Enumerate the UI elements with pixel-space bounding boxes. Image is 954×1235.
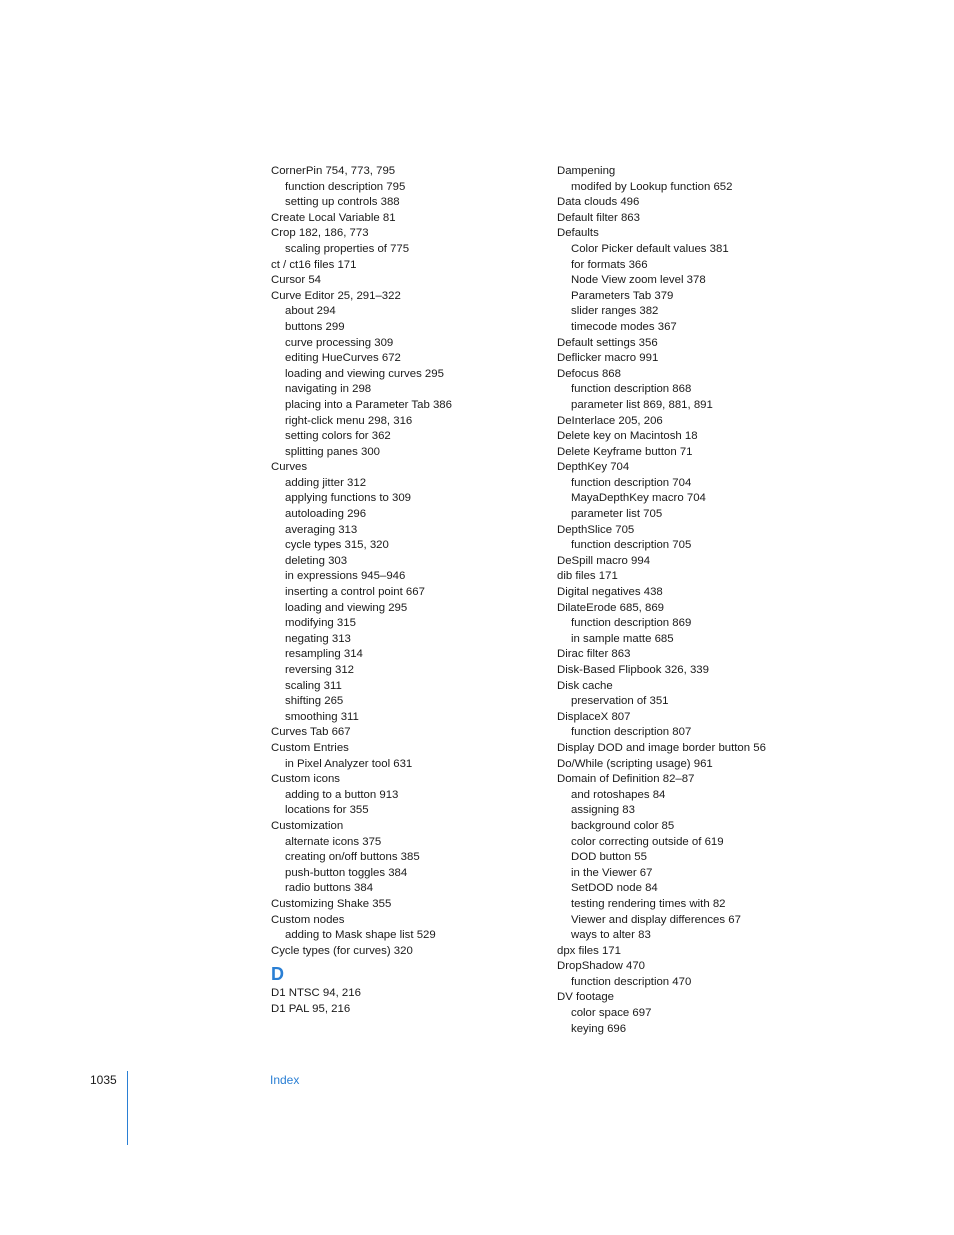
index-entry: Defaults [557, 227, 599, 240]
index-subentry: color space 697 [571, 1007, 652, 1020]
index-subentry: shifting 265 [285, 695, 344, 708]
index-entry: Disk cache [557, 679, 613, 692]
index-subentry: timecode modes 367 [571, 320, 677, 333]
index-subentry: adding to a button 913 [285, 788, 399, 801]
index-entry: Curves [271, 461, 308, 474]
page-number: 1035 [90, 1073, 117, 1087]
index-subentry: and rotoshapes 84 [571, 788, 666, 801]
index-entry: CornerPin 754, 773, 795 [271, 165, 396, 177]
index-subentry: radio buttons 384 [285, 882, 374, 895]
index-subentry: right-click menu 298, 316 [285, 414, 413, 427]
index-subentry: modifying 315 [285, 617, 356, 630]
index-subentry: for formats 366 [571, 258, 648, 271]
index-entry: Data clouds 496 [557, 196, 640, 209]
index-entries-c [271, 164, 541, 959]
index-entry: Customization [271, 819, 344, 832]
index-subentry: creating on/off buttons 385 [285, 851, 420, 864]
index-subentry: reversing 312 [285, 664, 355, 676]
index-subentry: scaling 311 [285, 679, 342, 692]
index-entry: Delete key on Macintosh 18 [557, 430, 698, 443]
index-entry: Delete Keyframe button 71 [557, 445, 693, 458]
index-subentry: locations for 355 [285, 804, 369, 817]
index-subentry: function description 869 [571, 617, 692, 630]
index-subentry: applying functions to 309 [285, 492, 412, 505]
index-subentry: adding jitter 312 [285, 476, 367, 489]
index-entry: DropShadow 470 [557, 960, 646, 973]
index-entry: Cursor 54 [271, 274, 322, 287]
index-entry: Default filter 863 [557, 211, 640, 224]
index-subentry: ways to alter 83 [571, 929, 651, 942]
index-subentry: Node View zoom level 378 [571, 274, 706, 287]
index-entry: Create Local Variable 81 [271, 211, 396, 224]
index-subentry: adding to Mask shape list 529 [285, 929, 436, 942]
index-subentry: buttons 299 [285, 320, 345, 333]
index-subentry: function description 868 [571, 383, 692, 396]
index-entry: Dirac filter 863 [557, 648, 631, 661]
index-entry: Disk-Based Flipbook 326, 339 [557, 664, 709, 676]
index-entry: Custom icons [271, 773, 341, 786]
index-subentry: deleting 303 [285, 554, 348, 567]
index-entry: Cycle types (for curves) 320 [271, 944, 413, 957]
index-entry: Deflicker macro 991 [557, 352, 659, 365]
index-entry: DepthKey 704 [557, 461, 630, 474]
index-subentry: autoloading 296 [285, 508, 367, 521]
index-subentry: Viewer and display differences 67 [571, 913, 741, 926]
index-entry: DV footage [557, 991, 614, 1004]
index-subentry: function description 704 [571, 476, 692, 489]
index-entries-d [271, 986, 541, 1017]
index-column-right [557, 164, 857, 1037]
index-subentry: averaging 313 [285, 523, 358, 536]
index-entry: Do/While (scripting usage) 961 [557, 757, 713, 770]
index-entry: DepthSlice 705 [557, 523, 635, 536]
index-subentry: in the Viewer 67 [571, 866, 653, 879]
index-subentry: MayaDepthKey macro 704 [571, 492, 706, 505]
index-entry: DilateErode 685, 869 [557, 601, 665, 614]
index-entry: Custom nodes [271, 913, 345, 926]
footer-section-label: Index [270, 1073, 300, 1087]
index-subentry: testing rendering times with 82 [571, 897, 726, 910]
index-subentry: slider ranges 382 [571, 305, 659, 318]
index-subentry: function description 807 [571, 726, 692, 739]
index-subentry: splitting panes 300 [285, 445, 380, 458]
index-entry: Digital negatives 438 [557, 586, 663, 599]
footer-divider [127, 1071, 128, 1145]
index-subentry: loading and viewing curves 295 [285, 367, 444, 380]
index-subentry: placing into a Parameter Tab 386 [285, 398, 452, 411]
index-subentry: negating 313 [285, 632, 351, 645]
index-entry: Dampening [557, 165, 616, 177]
index-subentry: in Pixel Analyzer tool 631 [285, 757, 413, 770]
index-entry: D1 PAL 95, 216 [271, 1002, 351, 1015]
index-subentry: color correcting outside of 619 [571, 835, 724, 848]
index-entry: Default settings 356 [557, 336, 658, 349]
index-entries-d-continued [557, 164, 857, 1037]
index-subentry: assigning 83 [571, 804, 635, 817]
index-subentry: SetDOD node 84 [571, 882, 658, 895]
index-subentry: push-button toggles 384 [285, 866, 408, 879]
index-subentry: about 294 [285, 305, 336, 318]
index-subentry: background color 85 [571, 819, 675, 832]
index-entry: DisplaceX 807 [557, 710, 631, 723]
index-subentry: Color Picker default values 381 [571, 242, 729, 255]
index-subentry: curve processing 309 [285, 336, 394, 349]
index-subentry: editing HueCurves 672 [285, 352, 401, 365]
index-entry: Crop 182, 186, 773 [271, 227, 369, 240]
index-subentry: resampling 314 [285, 648, 363, 661]
index-subentry: in sample matte 685 [571, 632, 674, 645]
index-subentry: function description 470 [571, 975, 692, 988]
section-letter-heading: D [271, 964, 284, 985]
index-entry: D1 NTSC 94, 216 [271, 987, 361, 1000]
index-column-left [271, 164, 541, 1017]
index-entry: DeSpill macro 994 [557, 554, 651, 567]
index-entry: Domain of Definition 82–87 [557, 773, 695, 786]
index-subentry: function description 705 [571, 539, 692, 552]
index-subentry: alternate icons 375 [285, 835, 382, 848]
index-subentry: inserting a control point 667 [285, 586, 425, 599]
index-subentry: cycle types 315, 320 [285, 539, 389, 552]
index-subentry: Parameters Tab 379 [571, 289, 674, 302]
index-subentry: smoothing 311 [285, 710, 359, 723]
index-subentry: scaling properties of 775 [285, 242, 410, 255]
index-entry: Curves Tab 667 [271, 726, 351, 739]
index-entry: ct / ct16 files 171 [271, 258, 357, 271]
index-subentry: DOD button 55 [571, 851, 647, 864]
index-subentry: loading and viewing 295 [285, 601, 408, 614]
index-subentry: parameter list 705 [571, 508, 663, 521]
index-entry: Defocus 868 [557, 367, 621, 380]
index-subentry: keying 696 [571, 1022, 627, 1035]
index-entry: Display DOD and image border button 56 [557, 741, 766, 754]
index-entry: dib files 171 [557, 570, 618, 583]
index-subentry: setting colors for 362 [285, 430, 391, 443]
index-subentry: modifed by Lookup function 652 [571, 180, 733, 193]
index-subentry: navigating in 298 [285, 383, 372, 396]
index-subentry: setting up controls 388 [285, 196, 400, 209]
index-subentry: function description 795 [285, 180, 406, 193]
index-entry: Custom Entries [271, 741, 349, 754]
index-subentry: parameter list 869, 881, 891 [571, 398, 713, 411]
index-entry: dpx files 171 [557, 944, 621, 957]
index-entry: Customizing Shake 355 [271, 897, 392, 910]
index-entry: Curve Editor 25, 291–322 [271, 289, 401, 302]
index-subentry: in expressions 945–946 [285, 570, 406, 583]
index-subentry: preservation of 351 [571, 695, 669, 708]
index-entry: DeInterlace 205, 206 [557, 414, 663, 427]
